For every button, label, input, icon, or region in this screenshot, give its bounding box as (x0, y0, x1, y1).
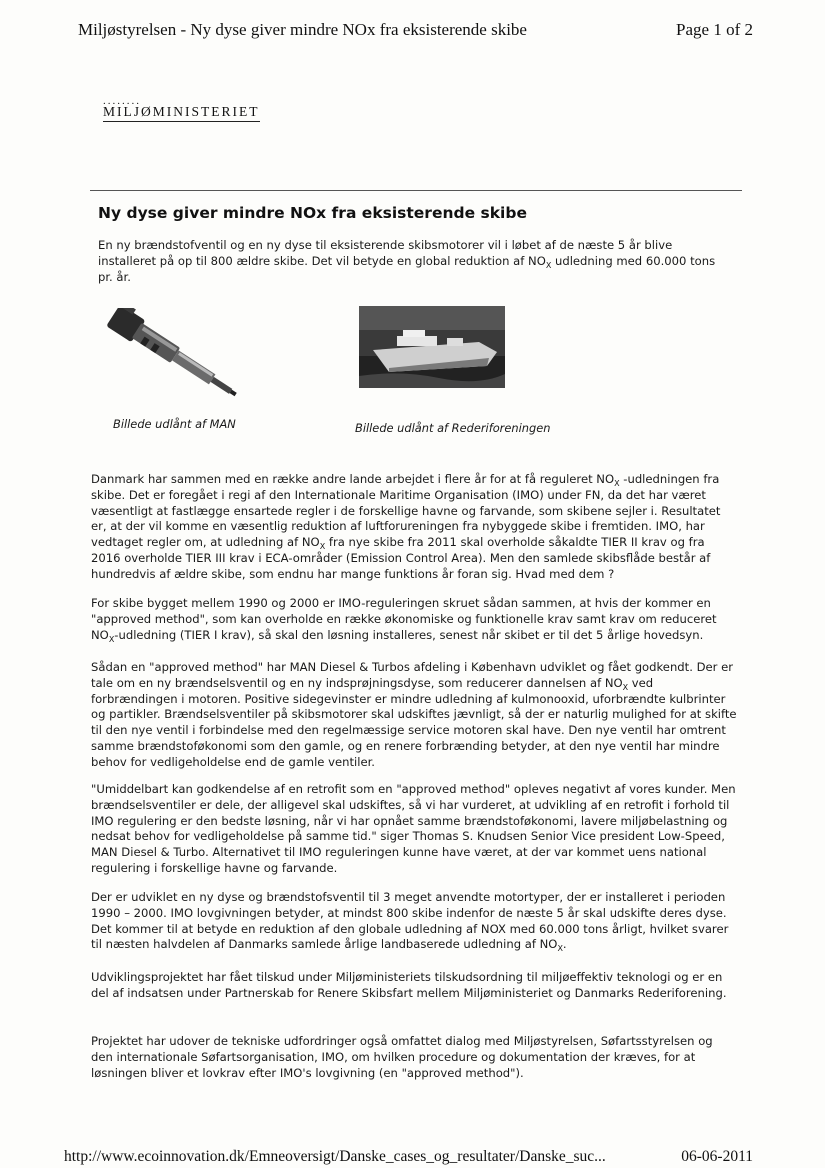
print-footer-url: http://www.ecoinnovation.dk/Emneoversigt/Danske_cases_og_resultater/Danske_suc... (64, 1148, 606, 1165)
paragraph-5: Der er udviklet en ny dyse og brændstofsventil til 3 meget anvendte motortyper, der er installeret i perioden 1990 – 2000. IMO lovgivningen betyder, at mindst 800 skibe indenfor de næste 5 år skal udskifte deres dyse. Det kommer til at betyde en reduktion af den globale udledning af NOX med 60.000 tons årligt, hvilket svarer til næsten halvdelen af Danmarks samlede årlige landbaserede udledning af $NO_X$. (91, 890, 729, 954)
print-header-title: Miljøstyrelsen - Ny dyse giver mindre NOx fra eksisterende skibe (78, 20, 527, 39)
paragraph-7: Projektet har udover de tekniske udfordringer også omfattet dialog med Miljøstyrelsen, Søfartsstyrelsen og den internationale Søfartsorganisation, IMO, om hvilken procedure og dokumentation der kræves, for at løsningen bliver et lovkrav efter IMO's lovgivning (en "approved method"). (91, 1034, 713, 1080)
paragraph-3: Sådan en "approved method" har MAN Diesel & Turbos afdeling i København udviklet og fået godkendt. Der er tale om en ny brændselsventil og en ny indsprøjningsdyse, som reducerer dannelsen af $NO_X$ ved forbrændingen i motoren. Positive sidegevinster er mindre udledning af kulmonooxid, uforbrændte kulbrinter og partikler. Brændselsventiler på skibsmotorer skal udskiftes jævnligt, så der er naturlig mulighed for at skifte til den nye ventil i forbindelse med den regelmæssige service motoren skal have. Den nye ventil har omtrent samme brændstoføkonomi som den gamle, og en renere forbrænding betyder, at den nye ventil har mindre behov for vedligeholdelse end de gamle ventiler. (91, 660, 737, 769)
paragraph-6: Udviklingsprojektet har fået tilskud under Miljøministeriets tilskudsordning til miljøeffektiv teknologi og er en del af indsatsen under Partnerskab for Renere Skibsfart mellem Miljøministeriet og Danmarks Rederiforening. (91, 970, 727, 1000)
article-intro: En ny brændstofventil og en ny dyse til eksisterende skibsmotorer vil i løbet af de næste 5 år blive installeret på op til 800 ældre skibe. Det vil betyde en global reduktion af $NO_X$ udledning med 60.000 tons pr. år. (98, 238, 716, 284)
header-divider (90, 190, 742, 191)
print-header-page-number: Page 1 of 2 (676, 20, 753, 39)
article-heading: Ny dyse giver mindre NOx fra eksisterende skibe (98, 204, 527, 222)
paragraph-1: Danmark har sammen med en række andre lande arbejdet i flere år for at få reguleret $NO_X$ -udledningen fra skibe. Det er foregået i regi af den Internationale Maritime Organisation (IMO) under FN, da det har været væsentligt at fastlægge ensartede regler i de forskellige havne og farvande, som skibene sejler i. Resultatet er, at der vil komme en væsentlig reduktion af luftforureningen fra nybyggede skibe i fremtiden. IMO, har vedtaget regler om, at udledning af $NO_X$ fra nye skibe fra 2011 skal overholde såkaldte TIER II krav og fra 2016 overholde TIER III krav i ECA-områder (Emission Control Area). Men den samlede skibsflåde består af hundredvis af ældre skibe, som endnu har mange funktions år foran sig. Hvad med dem ? (91, 472, 721, 581)
print-footer-date: 06-06-2011 (681, 1148, 753, 1165)
logo-dots: ........ (103, 95, 141, 107)
paragraph-4-quote: "Umiddelbart kan godkendelse af en retrofit som en "approved method" opleves negativt af vores kunder. Men brændselsventiler er dele, der alligevel skal udskiftes, så vi har vurderet, at udvikling af en retrofit i forhold til IMO regulering er den bedste løsning, når vi har opnået samme brændstoføkonomi, lavere miljøbelastning og nedsat behov for vedligeholdelse på samme tid." siger Thomas S. Knudsen Senior Vice president Low-Speed, MAN Diesel & Turbo. Alternativet til IMO reguleringen kunne have været, at der var kommet uens national regulering i forskellige havne og farvande. (91, 782, 736, 875)
ship-photo (359, 306, 505, 388)
ministry-logo (103, 95, 260, 122)
image-caption-rederiforeningen: Billede udlånt af Rederiforeningen (355, 421, 551, 435)
paragraph-2: For skibe bygget mellem 1990 og 2000 er IMO-reguleringen skruet sådan sammen, at hvis der kommer en "approved method", som kan overholde en række økonomiske og funktionelle krav samt krav om reduceret $NO_X$-udledning (TIER I krav), så skal den løsning installeres, senest når skibet er til det 5 årlige hovedsyn. (91, 596, 717, 644)
fuel-valve-image (100, 308, 250, 400)
logo-text: MILJØMINISTERIET (103, 104, 260, 122)
image-caption-man: Billede udlånt af MAN (113, 417, 236, 431)
